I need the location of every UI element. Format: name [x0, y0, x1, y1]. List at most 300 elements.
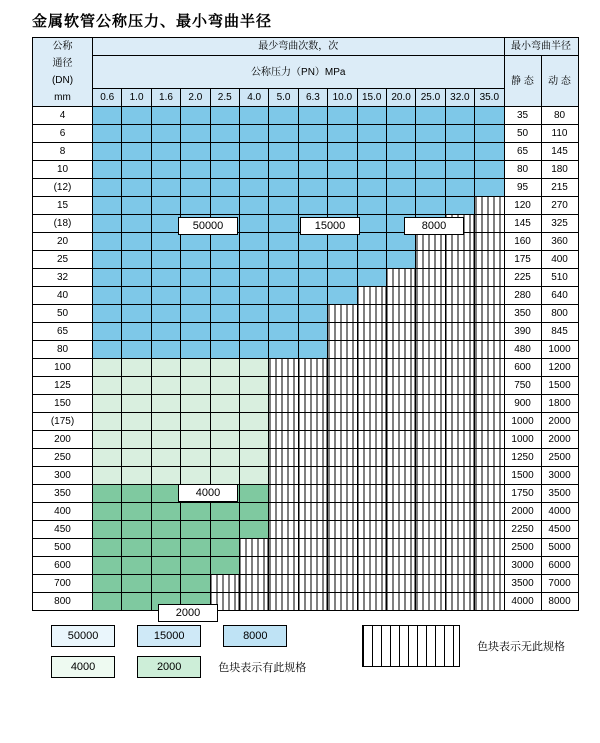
grid-cell: [181, 269, 210, 287]
grid-cell: [298, 593, 327, 611]
grid-cell: [416, 197, 445, 215]
grid-cell: [475, 575, 504, 593]
grid-cell: [239, 341, 268, 359]
grid-cell: [386, 197, 415, 215]
dynamic-radius-value: 2000: [541, 413, 578, 431]
table-row: [33, 395, 579, 413]
grid-cell: [328, 125, 357, 143]
grid-cell: [298, 143, 327, 161]
grid-cell: [122, 305, 151, 323]
grid-cell: [181, 323, 210, 341]
static-radius-value: 1000: [504, 413, 541, 431]
grid-cell: [210, 377, 239, 395]
page-title: 金属软管公称压力、最小弯曲半径: [32, 14, 273, 30]
dn-value: 100: [33, 359, 93, 377]
grid-cell: [122, 557, 151, 575]
grid-cell: [386, 395, 415, 413]
table-row: [33, 125, 579, 143]
dynamic-radius-value: 1800: [541, 395, 578, 413]
grid-cell: [93, 233, 122, 251]
legend-swatch-50000: 50000: [51, 625, 115, 647]
grid-cell: [122, 467, 151, 485]
table-row: [33, 521, 579, 539]
grid-cell: [210, 143, 239, 161]
grid-cell: [445, 305, 474, 323]
grid-cell: [416, 359, 445, 377]
grid-cell: [122, 485, 151, 503]
grid-cell: [475, 395, 504, 413]
grid-cell: [181, 233, 210, 251]
dynamic-radius-value: 3000: [541, 467, 578, 485]
grid-cell: [416, 107, 445, 125]
static-radius-value: 1750: [504, 485, 541, 503]
grid-cell: [298, 323, 327, 341]
grid-cell: [328, 143, 357, 161]
grid-cell: [239, 359, 268, 377]
grid-cell: [239, 161, 268, 179]
grid-cell: [416, 413, 445, 431]
grid-cell: [328, 377, 357, 395]
pressure-header-5: 4.0: [239, 89, 268, 107]
grid-cell: [181, 575, 210, 593]
table-row: [33, 359, 579, 377]
grid-cell: [239, 521, 268, 539]
grid-cell: [386, 593, 415, 611]
grid-cell: [269, 287, 298, 305]
grid-cell: [298, 161, 327, 179]
grid-cell: [239, 305, 268, 323]
grid-cell: [210, 359, 239, 377]
grid-cell: [357, 215, 386, 233]
dynamic-radius-value: 180: [541, 161, 578, 179]
static-radius-value: 120: [504, 197, 541, 215]
grid-cell: [357, 341, 386, 359]
grid-cell: [151, 305, 180, 323]
legend-note-hatch: 色块表示无此规格: [477, 641, 566, 653]
grid-cell: [386, 125, 415, 143]
table-row: [33, 179, 579, 197]
static-radius-value: 1250: [504, 449, 541, 467]
grid-cell: [151, 269, 180, 287]
grid-cell: [93, 197, 122, 215]
grid-cell: [122, 287, 151, 305]
grid-cell: [328, 107, 357, 125]
grid-cell: [328, 359, 357, 377]
grid-cell: [151, 377, 180, 395]
grid-cell: [328, 197, 357, 215]
grid-cell: [122, 161, 151, 179]
table-head: [33, 38, 579, 107]
grid-cell: [239, 485, 268, 503]
grid-cell: [93, 449, 122, 467]
grid-cell: [475, 305, 504, 323]
pressure-radius-table: [32, 37, 579, 611]
grid-cell: [298, 179, 327, 197]
grid-cell: [239, 377, 268, 395]
grid-cell: [269, 521, 298, 539]
grid-cell: [269, 161, 298, 179]
grid-cell: [475, 107, 504, 125]
grid-cell: [93, 431, 122, 449]
grid-cell: [357, 485, 386, 503]
grid-cell: [475, 341, 504, 359]
legend-note-color: 色块表示有此规格: [218, 662, 307, 674]
grid-cell: [122, 143, 151, 161]
grid-cell: [386, 503, 415, 521]
dynamic-radius-value: 1500: [541, 377, 578, 395]
grid-cell: [386, 251, 415, 269]
grid-cell: [210, 575, 239, 593]
pressure-header-8: 10.0: [328, 89, 357, 107]
grid-cell: [269, 197, 298, 215]
grid-cell: [386, 233, 415, 251]
grid-cell: [328, 341, 357, 359]
grid-cell: [93, 395, 122, 413]
dn-value: 15: [33, 197, 93, 215]
grid-cell: [416, 125, 445, 143]
grid-cell: [122, 179, 151, 197]
static-radius-value: 1000: [504, 431, 541, 449]
grid-cell: [445, 431, 474, 449]
grid-cell: [416, 485, 445, 503]
static-radius-value: 750: [504, 377, 541, 395]
table-row: [33, 449, 579, 467]
grid-cell: [416, 575, 445, 593]
grid-cell: [386, 575, 415, 593]
dynamic-radius-value: 360: [541, 233, 578, 251]
grid-cell: [239, 431, 268, 449]
grid-cell: [475, 143, 504, 161]
grid-cell: [181, 539, 210, 557]
grid-cell: [445, 395, 474, 413]
grid-cell: [357, 593, 386, 611]
grid-cell: [151, 431, 180, 449]
dn-value: 4: [33, 107, 93, 125]
table-row: [33, 233, 579, 251]
grid-cell: [298, 485, 327, 503]
grid-cell: [151, 233, 180, 251]
dn-value: 600: [33, 557, 93, 575]
dn-value: 400: [33, 503, 93, 521]
static-radius-value: 2500: [504, 539, 541, 557]
grid-cell: [416, 377, 445, 395]
grid-cell: [475, 593, 504, 611]
grid-cell: [298, 431, 327, 449]
dynamic-radius-value: 110: [541, 125, 578, 143]
grid-cell: [416, 251, 445, 269]
grid-cell: [475, 287, 504, 305]
dynamic-radius-value: 215: [541, 179, 578, 197]
static-radius-value: 145: [504, 215, 541, 233]
dn-value: 80: [33, 341, 93, 359]
dn-value: 65: [33, 323, 93, 341]
dn-value: 32: [33, 269, 93, 287]
grid-cell: [269, 413, 298, 431]
grid-cell: [475, 485, 504, 503]
grid-cell: [298, 197, 327, 215]
grid-cell: [239, 269, 268, 287]
grid-cell: [386, 107, 415, 125]
grid-cell: [386, 179, 415, 197]
grid-cell: [445, 143, 474, 161]
static-radius-value: 35: [504, 107, 541, 125]
table-row: [33, 197, 579, 215]
grid-cell: [328, 305, 357, 323]
grid-cell: [239, 179, 268, 197]
dynamic-radius-value: 325: [541, 215, 578, 233]
legend-swatch-4000: 4000: [51, 656, 115, 678]
grid-cell: [386, 485, 415, 503]
grid-cell: [93, 557, 122, 575]
grid-cell: [122, 449, 151, 467]
legend-swatch-2000: 2000: [137, 656, 201, 678]
grid-cell: [239, 575, 268, 593]
grid-cell: [122, 125, 151, 143]
grid-cell: [475, 431, 504, 449]
pressure-header-12: 32.0: [445, 89, 474, 107]
grid-cell: [475, 197, 504, 215]
dynamic-radius-value: 4000: [541, 503, 578, 521]
pressure-header-6: 5.0: [269, 89, 298, 107]
grid-cell: [416, 503, 445, 521]
grid-cell: [328, 449, 357, 467]
grid-cell: [357, 539, 386, 557]
grid-cell: [386, 143, 415, 161]
grid-cell: [328, 323, 357, 341]
grid-cell: [93, 125, 122, 143]
grid-cell: [93, 593, 122, 611]
dn-value: 8: [33, 143, 93, 161]
table-row: [33, 305, 579, 323]
grid-cell: [416, 521, 445, 539]
grid-cell: [210, 539, 239, 557]
grid-cell: [269, 251, 298, 269]
pressure-header-3: 2.0: [181, 89, 210, 107]
grid-cell: [445, 593, 474, 611]
static-radius-value: 350: [504, 305, 541, 323]
grid-cell: [269, 305, 298, 323]
grid-cell: [386, 539, 415, 557]
pressure-header-0: 0.6: [93, 89, 122, 107]
grid-cell: [210, 251, 239, 269]
grid-cell: [386, 269, 415, 287]
grid-cell: [269, 395, 298, 413]
table-row: [33, 431, 579, 449]
hatch-swatch-icon: [362, 625, 460, 667]
dn-value: 200: [33, 431, 93, 449]
overlay-badge-50000: 50000: [178, 217, 238, 235]
pressure-header-10: 20.0: [386, 89, 415, 107]
grid-cell: [445, 503, 474, 521]
grid-cell: [328, 485, 357, 503]
grid-cell: [93, 251, 122, 269]
grid-cell: [416, 269, 445, 287]
dn-value: 350: [33, 485, 93, 503]
table-row: [33, 575, 579, 593]
grid-cell: [151, 107, 180, 125]
static-radius-value: 160: [504, 233, 541, 251]
grid-cell: [445, 233, 474, 251]
grid-cell: [239, 107, 268, 125]
grid-cell: [122, 593, 151, 611]
grid-cell: [239, 251, 268, 269]
grid-cell: [122, 107, 151, 125]
grid-cell: [298, 107, 327, 125]
grid-cell: [416, 287, 445, 305]
static-radius-value: 3500: [504, 575, 541, 593]
grid-cell: [357, 107, 386, 125]
grid-cell: [445, 359, 474, 377]
grid-cell: [357, 467, 386, 485]
legend-hatch-group: [362, 625, 565, 667]
grid-cell: [181, 395, 210, 413]
grid-cell: [151, 341, 180, 359]
static-radius-value: 1500: [504, 467, 541, 485]
grid-cell: [122, 539, 151, 557]
dn-value: (12): [33, 179, 93, 197]
grid-cell: [181, 179, 210, 197]
grid-cell: [386, 413, 415, 431]
grid-cell: [357, 233, 386, 251]
grid-cell: [328, 431, 357, 449]
grid-cell: [181, 341, 210, 359]
grid-cell: [357, 449, 386, 467]
dn-value: 20: [33, 233, 93, 251]
grid-cell: [416, 305, 445, 323]
grid-cell: [151, 143, 180, 161]
grid-cell: [416, 467, 445, 485]
grid-cell: [386, 341, 415, 359]
pressure-radius-table-wrap: [32, 37, 572, 619]
grid-cell: [122, 215, 151, 233]
grid-cell: [239, 143, 268, 161]
grid-cell: [328, 503, 357, 521]
grid-cell: [269, 467, 298, 485]
static-radius-value: 225: [504, 269, 541, 287]
grid-cell: [328, 179, 357, 197]
grid-cell: [239, 557, 268, 575]
grid-cell: [445, 269, 474, 287]
dn-value: 300: [33, 467, 93, 485]
table-row: [33, 107, 579, 125]
grid-cell: [328, 521, 357, 539]
grid-cell: [210, 269, 239, 287]
dn-value: 50: [33, 305, 93, 323]
grid-cell: [298, 305, 327, 323]
grid-cell: [269, 143, 298, 161]
grid-cell: [122, 359, 151, 377]
grid-cell: [328, 251, 357, 269]
grid-cell: [298, 377, 327, 395]
table-row: [33, 323, 579, 341]
grid-cell: [151, 467, 180, 485]
grid-cell: [151, 575, 180, 593]
static-radius-value: 600: [504, 359, 541, 377]
grid-cell: [416, 395, 445, 413]
grid-cell: [357, 575, 386, 593]
grid-cell: [269, 575, 298, 593]
static-radius-value: 280: [504, 287, 541, 305]
grid-cell: [328, 593, 357, 611]
dynamic-radius-value: 7000: [541, 575, 578, 593]
grid-cell: [122, 503, 151, 521]
grid-cell: [93, 377, 122, 395]
grid-cell: [181, 197, 210, 215]
dn-value: 150: [33, 395, 93, 413]
grid-cell: [122, 395, 151, 413]
grid-cell: [298, 287, 327, 305]
grid-cell: [210, 305, 239, 323]
grid-cell: [239, 467, 268, 485]
grid-cell: [328, 233, 357, 251]
dynamic-radius-value: 510: [541, 269, 578, 287]
grid-cell: [357, 161, 386, 179]
grid-cell: [210, 197, 239, 215]
table-row: [33, 143, 579, 161]
grid-cell: [239, 449, 268, 467]
table-row: [33, 413, 579, 431]
grid-cell: [328, 161, 357, 179]
grid-cell: [181, 521, 210, 539]
grid-cell: [269, 377, 298, 395]
static-radius-value: 4000: [504, 593, 541, 611]
grid-cell: [357, 377, 386, 395]
grid-cell: [122, 431, 151, 449]
grid-cell: [475, 539, 504, 557]
grid-cell: [269, 179, 298, 197]
dynamic-radius-value: 3500: [541, 485, 578, 503]
dn-value: 450: [33, 521, 93, 539]
grid-cell: [475, 359, 504, 377]
grid-cell: [151, 161, 180, 179]
grid-cell: [328, 413, 357, 431]
static-radius-value: 480: [504, 341, 541, 359]
grid-cell: [210, 323, 239, 341]
grid-cell: [357, 503, 386, 521]
grid-cell: [122, 341, 151, 359]
grid-cell: [357, 305, 386, 323]
grid-cell: [357, 143, 386, 161]
grid-cell: [475, 557, 504, 575]
grid-cell: [445, 521, 474, 539]
table-row: [33, 539, 579, 557]
grid-cell: [122, 197, 151, 215]
dynamic-radius-value: 400: [541, 251, 578, 269]
grid-cell: [416, 449, 445, 467]
pressure-header-4: 2.5: [210, 89, 239, 107]
grid-cell: [151, 557, 180, 575]
grid-cell: [122, 251, 151, 269]
dn-value: 700: [33, 575, 93, 593]
grid-cell: [239, 323, 268, 341]
grid-cell: [122, 521, 151, 539]
static-radius-value: 2250: [504, 521, 541, 539]
grid-cell: [122, 377, 151, 395]
grid-cell: [357, 197, 386, 215]
grid-cell: [239, 395, 268, 413]
grid-cell: [93, 341, 122, 359]
grid-cell: [239, 413, 268, 431]
grid-cell: [181, 449, 210, 467]
grid-cell: [328, 287, 357, 305]
grid-cell: [386, 323, 415, 341]
header-row-1: [33, 38, 579, 56]
grid-cell: [298, 521, 327, 539]
grid-cell: [386, 467, 415, 485]
dn-value: 250: [33, 449, 93, 467]
grid-cell: [475, 449, 504, 467]
grid-cell: [416, 323, 445, 341]
